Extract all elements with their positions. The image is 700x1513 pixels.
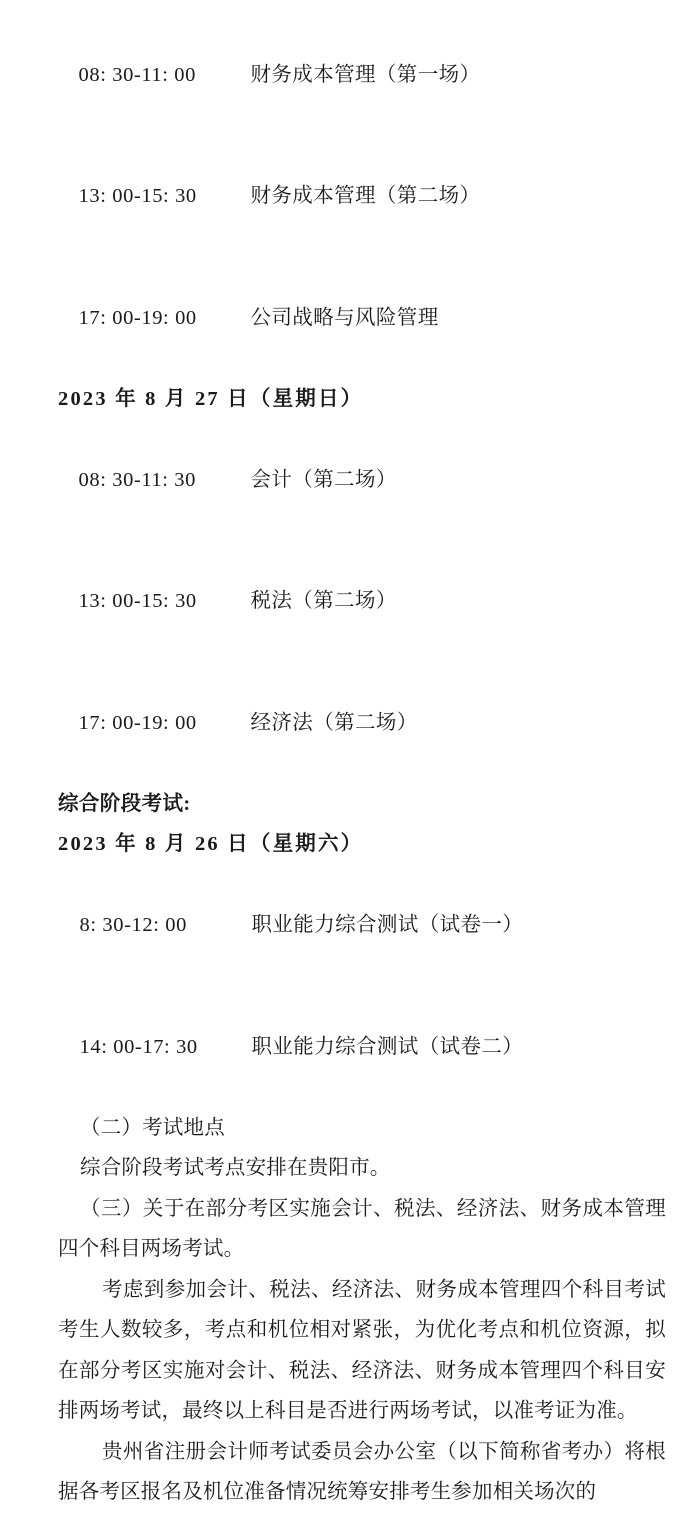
schedule-time: 17: 00-19: 00 bbox=[78, 306, 197, 329]
schedule-row bbox=[58, 419, 666, 541]
date-heading: 2023 年 8 月 27 日（星期日） bbox=[58, 387, 364, 410]
schedule-time: 17: 00-19: 00 bbox=[78, 711, 197, 734]
schedule-row bbox=[58, 865, 666, 987]
item-3-title: （三）关于在部分考区实施会计、税法、经济法、财务成本管理四个科目两场考试。 bbox=[58, 1197, 666, 1260]
schedule-row bbox=[58, 14, 666, 136]
schedule-time: 13: 00-15: 30 bbox=[78, 185, 197, 207]
schedule-row bbox=[58, 136, 666, 258]
schedule-subject: 财务成本管理（第一场） bbox=[250, 63, 481, 86]
schedule-subject: 会计（第二场） bbox=[250, 468, 397, 491]
schedule-subject: 公司战略与风险管理 bbox=[250, 306, 439, 329]
schedule-time: 8: 30-12: 00 bbox=[79, 914, 187, 936]
schedule-subject: 经济法（第二场） bbox=[250, 711, 418, 734]
paragraph-1: 考虑到参加会计、税法、经济法、财务成本管理四个科目考试考生人数较多，考点和机位相对紧张，为优化考点和机位资源，拟在部分考区实施对会计、税法、经济法、财务成本管理四个科目安排两场考试，最终以上科目是否进行两场考试，以准考证为准。 bbox=[58, 1278, 666, 1422]
section-heading: 综合阶段考试: bbox=[58, 792, 191, 815]
schedule-row bbox=[58, 662, 666, 784]
schedule-row bbox=[58, 986, 666, 1108]
schedule-time: 08: 30-11: 00 bbox=[78, 63, 197, 86]
schedule-time: 08: 30-11: 30 bbox=[78, 468, 197, 491]
item-2-title: （二）考试地点 bbox=[80, 1116, 225, 1139]
schedule-time: 13: 00-15: 30 bbox=[78, 590, 197, 612]
schedule-time: 14: 00-17: 30 bbox=[79, 1035, 198, 1058]
date-heading: 2023 年 8 月 26 日（星期六） bbox=[58, 833, 364, 855]
schedule-row bbox=[58, 541, 666, 663]
schedule-subject: 财务成本管理（第二场） bbox=[250, 185, 481, 207]
schedule-row bbox=[58, 257, 666, 379]
item-2-body: 综合阶段考试考点安排在贵阳市。 bbox=[80, 1157, 391, 1179]
schedule-subject: 税法（第二场） bbox=[250, 590, 397, 612]
schedule-subject: 职业能力综合测试（试卷二） bbox=[251, 1035, 524, 1058]
schedule-subject: 职业能力综合测试（试卷一） bbox=[251, 914, 524, 936]
paragraph-2: 贵州省注册会计师考试委员会办公室（以下简称省考办）将根据各考区报名及机位准备情况统筹安排考生参加相关场次的 bbox=[58, 1440, 666, 1503]
